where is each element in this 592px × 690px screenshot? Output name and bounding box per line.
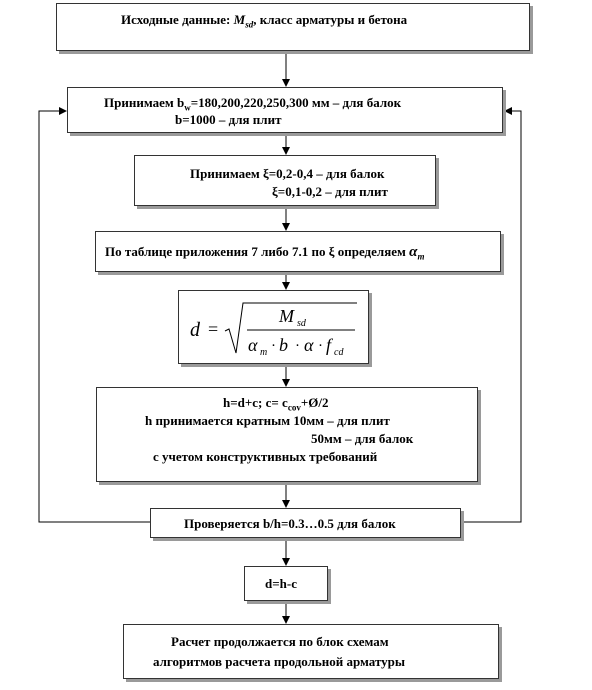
formula-svg — [179, 291, 370, 365]
formula-den-alpha-m-sub: m — [260, 347, 268, 358]
formula-eq: = — [208, 319, 219, 339]
formula-dot-1: · — [271, 338, 276, 354]
formula-den-alpha: α — [304, 335, 314, 355]
box-assume-xi-line1: Принимаем ξ=0,2-0,4 – для балок — [190, 166, 385, 181]
box-assume-width-line1: Принимаем $b_w=180,200,220,250,300$ мм – для балок — [104, 95, 402, 113]
formula-den-f: f — [326, 335, 332, 355]
formula-effective-depth — [178, 290, 369, 364]
box-input-data — [56, 3, 530, 51]
formula-den-alpha-m: α — [248, 335, 258, 355]
box-height-calc-line3: 50мм – для балок — [311, 431, 414, 446]
box-d-calc-text: d=h-c — [265, 576, 297, 591]
box-height-calc-line1: h=d+c; $c= c_{cov}+Ø/2$ — [223, 395, 329, 413]
box-d-calc — [244, 566, 328, 601]
box-height-calc — [96, 387, 478, 482]
formula-num-sub: sd — [297, 318, 306, 329]
formula-den-b: b — [279, 335, 288, 355]
box-continue-line1: Расчет продолжается по блок схемам — [171, 634, 389, 649]
box-table-lookup-text: По таблице приложения 7 либо 7.1 по ξ определяем $\alpha_m$ — [105, 244, 425, 262]
box-continue — [123, 624, 499, 679]
box-height-calc-line2: h принимается кратным 10мм – для плит — [145, 413, 390, 428]
box-assume-xi-line2: ξ=0,1-0,2 – для плит — [272, 184, 388, 199]
formula-dot-3: · — [318, 338, 323, 354]
box-check-ratio-text: Проверяется b/h=0.3…0.5 для балок — [184, 516, 396, 531]
box-table-lookup — [95, 231, 501, 272]
formula-dot-2: · — [295, 338, 300, 354]
box-input-data-text: Исходные данные: $M_{sd}$, класс арматуры и бетона — [121, 12, 408, 30]
box-assume-xi — [134, 155, 436, 206]
box-check-ratio — [150, 508, 461, 538]
box-height-calc-line4: с учетом конструктивных требований — [153, 449, 378, 464]
formula-den-f-sub: cd — [334, 347, 344, 358]
box-assume-width-line2: b=1000 – для плит — [175, 112, 282, 127]
formula-num-symbol: M — [279, 306, 294, 326]
box-continue-line2: алгоритмов расчета продольной арматуры — [153, 654, 406, 669]
formula-lhs: d — [190, 319, 200, 341]
box-assume-width — [67, 87, 503, 133]
